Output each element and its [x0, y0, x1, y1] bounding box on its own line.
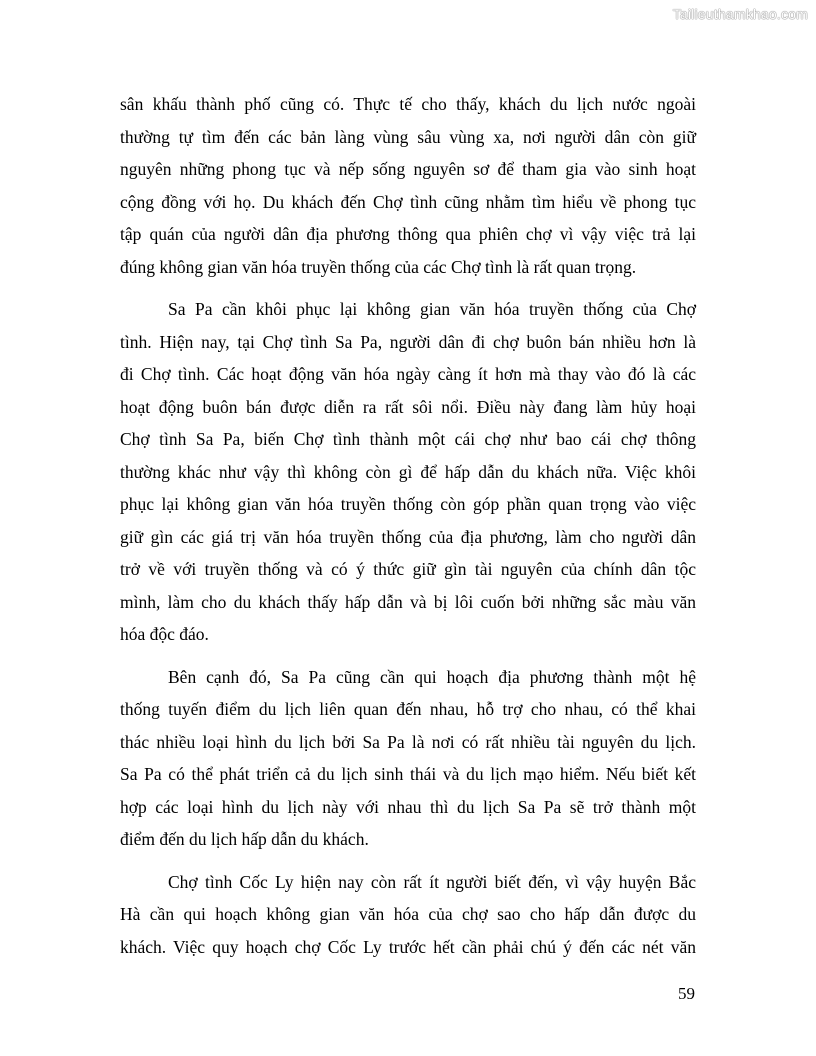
text-line: nguyên những phong tục và nếp sống nguyên sơ để tham gia vào sinh hoạt: [120, 159, 696, 179]
text-line: Hà cần qui hoạch không gian văn hóa của chợ sao cho hấp dẫn được du: [120, 904, 696, 924]
text-line: đúng không gian văn hóa truyền thống của các Chợ tình là rất quan trọng.: [120, 256, 637, 277]
text-line: hóa độc đáo.: [120, 624, 209, 644]
page-body: [120, 88, 696, 973]
text-line: Chợ tình Cốc Ly hiện nay còn rất ít người biết đến, vì vậy huyện Bắc: [168, 871, 696, 892]
text-line: hoạt động buôn bán được diễn ra rất sôi nổi. Điều này đang làm hủy hoại: [120, 396, 696, 417]
text-line: Chợ tình Sa Pa, biến Chợ tình thành một cái chợ như bao cái chợ thông: [120, 429, 696, 449]
text-line: thác nhiều loại hình du lịch bởi Sa Pa là nơi có rất nhiều tài nguyên du lịch.: [120, 731, 696, 752]
paragraph: [120, 88, 696, 283]
page-number: 59: [678, 984, 695, 1003]
text-line: đi Chợ tình. Các hoạt động văn hóa ngày càng ít hơn mà thay vào đó là các: [120, 364, 696, 384]
text-line: Bên cạnh đó, Sa Pa cũng cần qui hoạch địa phương thành một hệ: [168, 666, 696, 687]
text-line: tình. Hiện nay, tại Chợ tình Sa Pa, người dân đi chợ buôn bán nhiều hơn là: [120, 331, 696, 352]
paragraph: [120, 866, 696, 964]
paragraph: [120, 661, 696, 856]
text-line: hợp các loại hình du lịch này với nhau thì du lịch Sa Pa sẽ trở thành một: [120, 796, 696, 817]
text-line: tập quán của người dân địa phương thông qua phiên chợ vì vậy việc trả lại: [120, 224, 696, 244]
text-line: trở về với truyền thống và có ý thức giữ gìn tài nguyên của chính dân tộc: [120, 559, 696, 579]
text-line: khách. Việc quy hoạch chợ Cốc Ly trước hết cần phải chú ý đến các nét văn: [120, 936, 696, 957]
text-line: thống tuyến điểm du lịch liên quan đến nhau, hỗ trợ cho nhau, có thể khai: [120, 699, 696, 719]
text-line: phục lại không gian văn hóa truyền thống còn góp phần quan trọng vào việc: [120, 494, 696, 514]
watermark: Tailieuthamkhao.com: [672, 6, 808, 22]
text-line: mình, làm cho du khách thấy hấp dẫn và bị lôi cuốn bởi những sắc màu văn: [120, 591, 696, 612]
text-line: cộng đồng với họ. Du khách đến Chợ tình cũng nhằm tìm hiểu về phong tục: [120, 191, 696, 212]
text-line: sân khấu thành phố cũng có. Thực tế cho thấy, khách du lịch nước ngoài: [120, 94, 696, 114]
text-line: Sa Pa cần khôi phục lại không gian văn hóa truyền thống của Chợ: [168, 299, 696, 319]
text-line: thường tự tìm đến các bản làng vùng sâu vùng xa, nơi người dân còn giữ: [120, 126, 696, 147]
text-line: thường khác như vậy thì không còn gì để hấp dẫn du khách nữa. Việc khôi: [120, 461, 696, 482]
text-line: giữ gìn các giá trị văn hóa truyền thống của địa phương, làm cho người dân: [120, 526, 696, 547]
paragraph: [120, 293, 696, 651]
text-line: Sa Pa có thể phát triển cả du lịch sinh thái và du lịch mạo hiểm. Nếu biết kết: [120, 764, 696, 784]
text-line: điểm đến du lịch hấp dẫn du khách.: [120, 829, 369, 849]
